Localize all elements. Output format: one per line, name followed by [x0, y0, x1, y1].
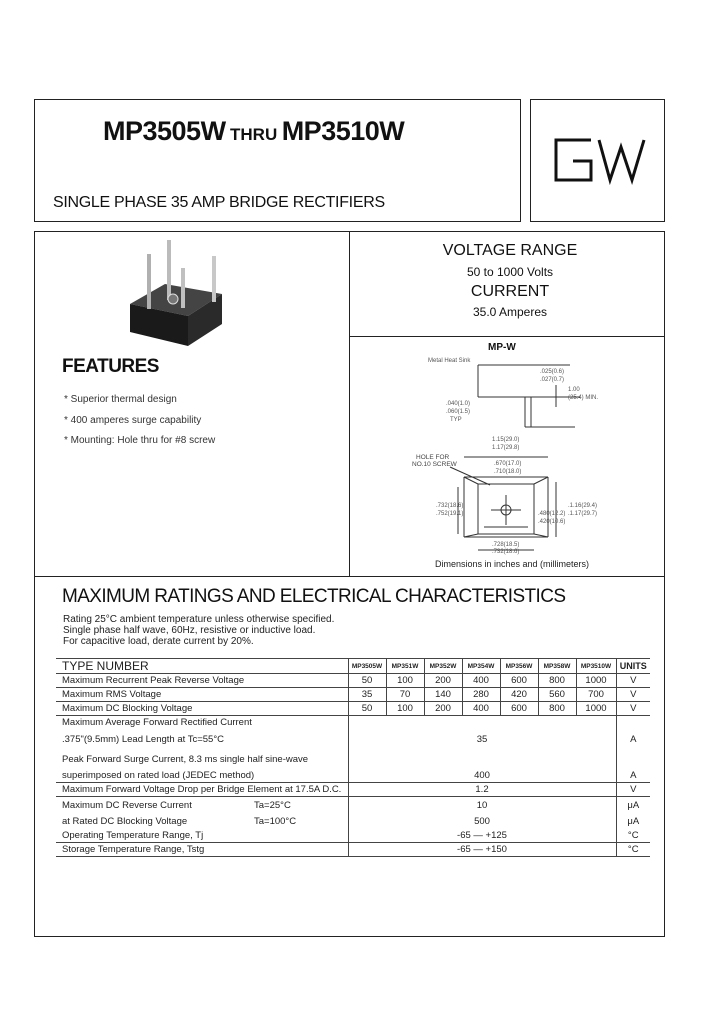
- ir-cond-2: Ta=100°C: [254, 815, 297, 827]
- dim-2: .027(0.7): [540, 377, 565, 383]
- row-label: .375"(9.5mm) Lead Length at Tc=55°C: [62, 733, 224, 745]
- part-col-2: MP351W: [386, 659, 424, 674]
- cell: 140: [424, 688, 462, 702]
- feature-item-2: * 400 amperes surge capability: [64, 415, 202, 426]
- unit-cell: [616, 749, 650, 769]
- voltage-range-value: 50 to 1000 Volts: [466, 265, 554, 279]
- cell: 50: [348, 702, 386, 716]
- cell: 1.2: [348, 783, 616, 797]
- page-subtitle: SINGLE PHASE 35 AMP BRIDGE RECTIFIERS: [53, 194, 385, 211]
- unit-cell: A: [616, 769, 650, 783]
- cell: 1000: [576, 702, 616, 716]
- dim-13: .752(19.1): [436, 511, 464, 517]
- cell: 600: [500, 702, 538, 716]
- note-2: Single phase half wave, 60Hz, resistive or inductive load.: [63, 625, 316, 636]
- cell: 400: [348, 769, 616, 783]
- table-row: [56, 797, 650, 814]
- note-1: Rating 25°C ambient temperature unless otherwise specified.: [63, 614, 335, 625]
- bridge-rectifier-image: [110, 236, 240, 356]
- table-row: [56, 813, 650, 829]
- model-start: MP3505W: [103, 116, 226, 146]
- part-col-1: MP3505W: [348, 659, 386, 674]
- row-label: Maximum DC Blocking Voltage: [56, 702, 348, 716]
- row-label: Peak Forward Surge Current, 8.3 ms single half sine-wave: [62, 753, 309, 765]
- cell: 700: [576, 688, 616, 702]
- part-col-6: MP358W: [538, 659, 576, 674]
- table-row: [56, 829, 650, 843]
- dim-8: 1.15(29.0): [492, 437, 520, 443]
- part-col-3: MP352W: [424, 659, 462, 674]
- cell: 400: [462, 674, 500, 688]
- table-row: [56, 783, 650, 797]
- dim-9: 1.17(29.8): [492, 445, 520, 451]
- dim-15: .1.17(29.7): [568, 511, 598, 517]
- ir-cond-1: Ta=25°C: [254, 799, 291, 811]
- ir-label-2: at Rated DC Blocking Voltage: [62, 815, 188, 827]
- row-label: [56, 813, 348, 829]
- cell: 800: [538, 674, 576, 688]
- cell: 500: [348, 813, 616, 829]
- row-label: Maximum RMS Voltage: [56, 688, 348, 702]
- cell: 420: [500, 688, 538, 702]
- unit-cell: V: [616, 783, 650, 797]
- diagram-caption: Dimensions in inches and (millimeters): [435, 559, 590, 569]
- cell: [348, 749, 616, 769]
- part-col-5: MP356W: [500, 659, 538, 674]
- table-row: [56, 674, 650, 688]
- dim-11: .710(18.0): [494, 469, 522, 475]
- row-label: Storage Temperature Range, Tstg: [56, 843, 348, 857]
- cell: 1000: [576, 674, 616, 688]
- row-label: Maximum Forward Voltage Drop per Bridge Element at 17.5A D.C.: [56, 783, 348, 797]
- table-row: [56, 769, 650, 783]
- unit-cell: A: [616, 729, 650, 749]
- dim-5: .040(1.0): [446, 401, 471, 407]
- row-label: [56, 797, 348, 814]
- units-label: UNITS: [616, 659, 650, 674]
- table-row: [56, 716, 650, 730]
- cell: 10: [348, 797, 616, 814]
- gw-logo: [553, 137, 649, 192]
- cell: 280: [462, 688, 500, 702]
- section-title: MAXIMUM RATINGS AND ELECTRICAL CHARACTERISTICS: [62, 586, 566, 607]
- heat-sink-label: Metal Heat Sink: [428, 358, 471, 364]
- cell: 100: [386, 702, 424, 716]
- unit-cell: V: [616, 688, 650, 702]
- ir-label-1: Maximum DC Reverse Current: [62, 799, 192, 811]
- current-value: 35.0 Amperes: [472, 305, 548, 319]
- cell: 70: [386, 688, 424, 702]
- part-col-7: MP3510W: [576, 659, 616, 674]
- row-label: Maximum Average Forward Rectified Current: [62, 717, 252, 728]
- gw-logo-graphic: [553, 137, 649, 187]
- note-3: For capacitive load, derate current by 20%.: [63, 636, 254, 647]
- dim-3: 1.00: [568, 387, 580, 393]
- unit-cell: °C: [616, 829, 650, 843]
- cell: 100: [386, 674, 424, 688]
- package-name: MP-W: [488, 342, 516, 353]
- cell: [348, 716, 616, 730]
- row-label: Operating Temperature Range, Tj: [56, 829, 348, 843]
- unit-cell: V: [616, 702, 650, 716]
- hole-label-2: NO.10 SCREW: [412, 461, 457, 468]
- cell: 560: [538, 688, 576, 702]
- page-title: [103, 116, 404, 147]
- feature-item-1: * Superior thermal design: [64, 394, 177, 405]
- dim-4: (25.4) MIN.: [568, 395, 599, 401]
- dim-7: TYP: [450, 417, 462, 423]
- cell: 400: [462, 702, 500, 716]
- dim-1: .025(0.6): [540, 369, 565, 375]
- section-notes: [63, 614, 334, 647]
- table-row: [56, 843, 650, 857]
- unit-cell: °C: [616, 843, 650, 857]
- package-diagram: [350, 337, 664, 575]
- cell: 35: [348, 729, 616, 749]
- table-row: [56, 729, 650, 749]
- voltage-range-title: VOLTAGE RANGE: [442, 242, 578, 259]
- current-title: CURRENT: [470, 283, 550, 300]
- table-row: [56, 702, 650, 716]
- features-title: FEATURES: [62, 356, 159, 377]
- type-number-label: TYPE NUMBER: [56, 659, 348, 674]
- table-header-row: [56, 659, 650, 674]
- unit-cell: [616, 716, 650, 730]
- thru-label: THRU: [230, 125, 278, 144]
- cell: -65 — +125: [348, 829, 616, 843]
- unit-cell: μA: [616, 797, 650, 814]
- dim-6: .060(1.5): [446, 409, 471, 415]
- cell: 600: [500, 674, 538, 688]
- unit-cell: μA: [616, 813, 650, 829]
- dim-12: .732(18.6): [436, 503, 464, 509]
- cell: 800: [538, 702, 576, 716]
- cell: 200: [424, 674, 462, 688]
- characteristics-table: [56, 658, 650, 857]
- dim-19: .732(18.6): [492, 549, 520, 555]
- dim-14: .1.16(29.4): [568, 503, 598, 509]
- cell: 50: [348, 674, 386, 688]
- dim-16: .480(12.2): [538, 511, 566, 517]
- feature-item-3: * Mounting: Hole thru for #8 screw: [64, 435, 216, 446]
- cell: 200: [424, 702, 462, 716]
- cell: -65 — +150: [348, 843, 616, 857]
- table-row: [56, 749, 650, 769]
- model-end: MP3510W: [281, 116, 405, 146]
- unit-cell: V: [616, 674, 650, 688]
- part-col-4: MP354W: [462, 659, 500, 674]
- hole-label-1: HOLE FOR: [416, 454, 450, 461]
- dim-10: .670(17.0): [494, 461, 522, 467]
- table-row: [56, 688, 650, 702]
- dim-18: .728(18.5): [492, 542, 520, 548]
- cell: 35: [348, 688, 386, 702]
- row-label: superimposed on rated load (JEDEC method): [56, 769, 348, 783]
- dim-17: .420(10.6): [538, 519, 566, 525]
- row-label: Maximum Recurrent Peak Reverse Voltage: [56, 674, 348, 688]
